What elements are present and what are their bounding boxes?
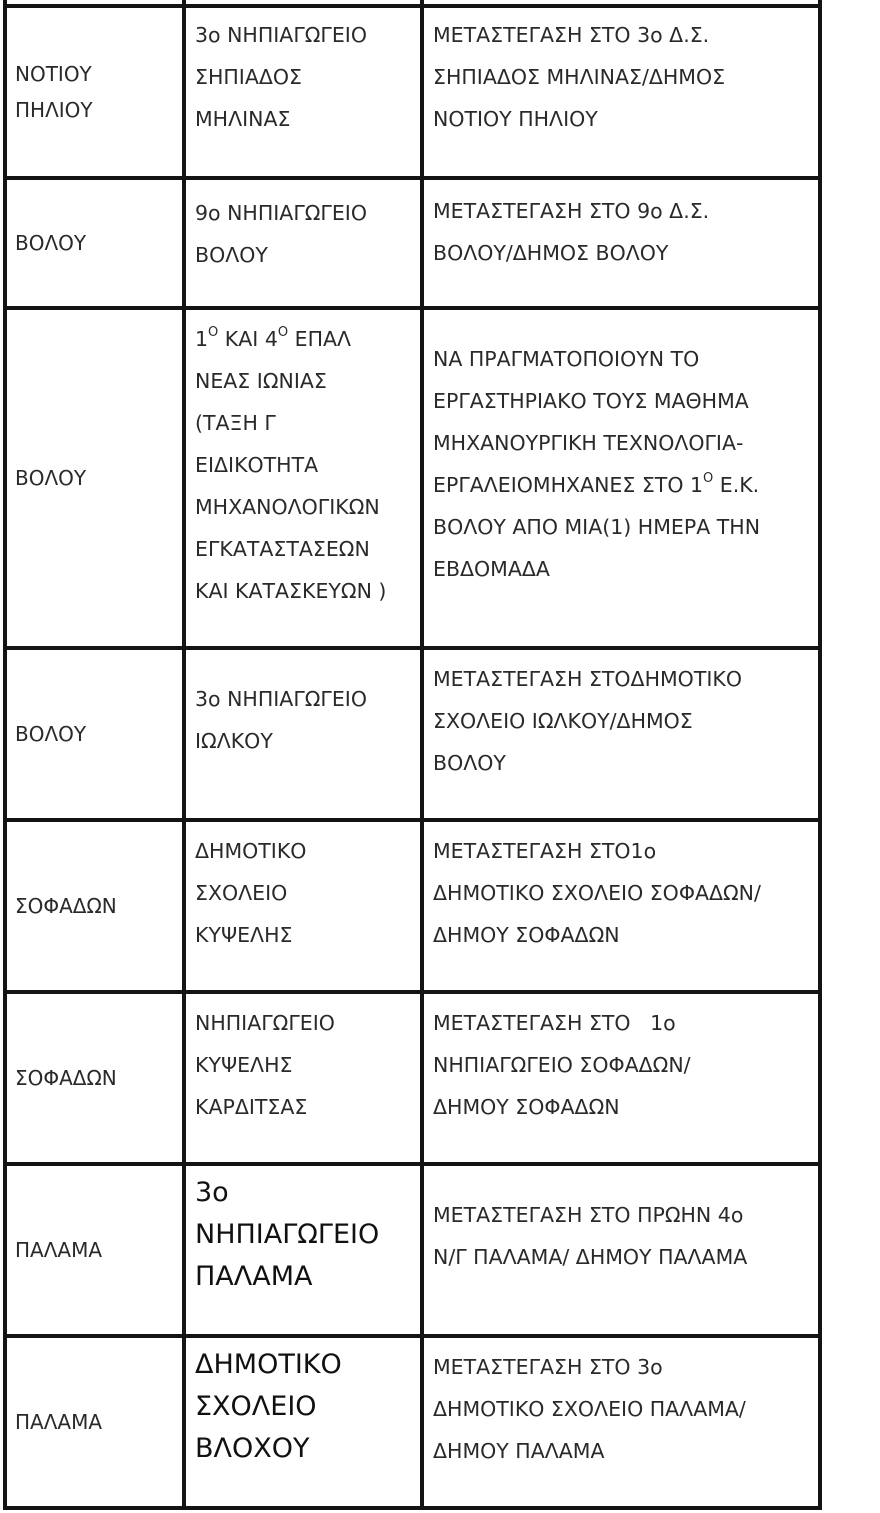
action-cell <box>422 308 820 648</box>
school-cell <box>184 178 422 308</box>
action-line: ΜΕΤΑΣΤΕΓΑΣΗ ΣΤΟ1ο <box>433 839 657 863</box>
region-cell <box>5 648 184 820</box>
action-line: ΔΗΜΟΥ ΣΟΦΑΔΩΝ <box>433 1095 620 1119</box>
table-row <box>5 1164 820 1336</box>
school-text: ΕΠΑΛ <box>288 327 352 351</box>
ordinal-superscript: Ο <box>208 325 219 340</box>
action-line-sup <box>433 464 818 506</box>
action-line: ΜΕΤΑΣΤΕΓΑΣΗ ΣΤΟΔΗΜΟΤΙΚΟ <box>433 667 742 691</box>
region-line: ΒΟΛΟΥ <box>15 231 87 255</box>
school-line: ΚΑΙ ΚΑΤΑΣΚΕΥΩΝ ) <box>195 579 387 603</box>
action-cell <box>422 6 820 178</box>
action-line: ΣΧΟΛΕΙΟ ΙΩΛΚΟΥ/ΔΗΜΟΣ <box>433 709 693 733</box>
school-line: 3ο <box>195 1177 229 1208</box>
region-cell <box>5 178 184 308</box>
action-line: ΔΗΜΟΤΙΚΟ ΣΧΟΛΕΙΟ ΣΟΦΑΔΩΝ/ <box>433 881 761 905</box>
ordinal-superscript: Ο <box>703 471 714 486</box>
region-line: ΠΗΛΙΟΥ <box>15 98 93 122</box>
action-text: ΕΡΓΑΛΕΙΟΜΗΧΑΝΕΣ ΣΤΟ 1 <box>433 473 704 497</box>
action-cell <box>422 1164 820 1336</box>
region-line: ΣΟΦΑΔΩΝ <box>15 894 117 918</box>
school-text: ΚΑΙ 4 <box>218 327 278 351</box>
region-line: ΠΑΛΑΜΑ <box>15 1410 103 1434</box>
action-text: Ε.Κ. <box>713 473 760 497</box>
action-line: ΒΟΛΟΥ ΑΠΟ ΜΙΑ(1) ΗΜΕΡΑ ΤΗΝ <box>433 515 761 539</box>
school-line: ΔΗΜΟΤΙΚΟ <box>195 1349 342 1380</box>
school-line: ΝΕΑΣ ΙΩΝΙΑΣ <box>195 369 327 393</box>
school-line: ΚΑΡΔΙΤΣΑΣ <box>195 1095 308 1119</box>
action-cell <box>422 1336 820 1508</box>
region-line: ΒΟΛΟΥ <box>15 466 87 490</box>
ordinal-superscript: Ο <box>277 325 289 340</box>
school-line: 9ο ΝΗΠΙΑΓΩΓΕΙΟ <box>195 201 367 225</box>
region-cell <box>5 1164 184 1336</box>
table-row <box>5 820 820 992</box>
action-line: ΜΕΤΑΣΤΕΓΑΣΗ ΣΤΟ 3ο Δ.Σ. <box>433 23 710 47</box>
school-line: (ΤΑΞΗ Γ <box>195 411 276 435</box>
action-line: ΕΒΔΟΜΑΔΑ <box>433 557 550 581</box>
school-line: ΝΗΠΙΑΓΩΓΕΙΟ <box>195 1219 380 1250</box>
school-line: ΣΧΟΛΕΙΟ <box>195 1391 317 1422</box>
action-cell <box>422 992 820 1164</box>
action-line: Ν/Γ ΠΑΛΑΜΑ/ ΔΗΜΟΥ ΠΑΛΑΜΑ <box>433 1245 748 1269</box>
school-cell <box>184 1164 422 1336</box>
relocation-table <box>3 0 822 1510</box>
region-cell <box>5 820 184 992</box>
school-line: ΣΧΟΛΕΙΟ <box>195 881 288 905</box>
action-cell <box>422 648 820 820</box>
action-line: ΜΕΤΑΣΤΕΓΑΣΗ ΣΤΟ ΠΡΩΗΝ 4ο <box>433 1203 744 1227</box>
action-line: ΜΗΧΑΝΟΥΡΓΙΚΗ ΤΕΧΝΟΛΟΓΙΑ- <box>433 431 744 455</box>
region-cell <box>5 308 184 648</box>
action-line: ΣΗΠΙΑΔΟΣ ΜΗΛΙΝΑΣ/ΔΗΜΟΣ <box>433 65 726 89</box>
action-line: ΔΗΜΟΤΙΚΟ ΣΧΟΛΕΙΟ ΠΑΛΑΜΑ/ <box>433 1397 746 1421</box>
action-line: ΔΗΜΟΥ ΠΑΛΑΜΑ <box>433 1439 605 1463</box>
school-line: ΠΑΛΑΜΑ <box>195 1261 313 1292</box>
school-cell <box>184 820 422 992</box>
school-line: ΚΥΨΕΛΗΣ <box>195 923 293 947</box>
school-cell <box>184 6 422 178</box>
school-line: 3ο ΝΗΠΙΑΓΩΓΕΙΟ <box>195 687 367 711</box>
school-line: ΜΗΧΑΝΟΛΟΓΙΚΩΝ <box>195 495 380 519</box>
table-row <box>5 308 820 648</box>
school-line: ΔΗΜΟΤΙΚΟ <box>195 839 307 863</box>
school-line: ΜΗΛΙΝΑΣ <box>195 107 291 131</box>
school-line: ΙΩΛΚΟΥ <box>195 729 273 753</box>
action-cell <box>422 178 820 308</box>
ordinal-number: 1 <box>195 327 209 351</box>
school-cell <box>184 992 422 1164</box>
table-row <box>5 992 820 1164</box>
action-line: ΔΗΜΟΥ ΣΟΦΑΔΩΝ <box>433 923 620 947</box>
action-line: ΜΕΤΑΣΤΕΓΑΣΗ ΣΤΟ 1ο <box>433 1011 676 1035</box>
table-row <box>5 178 820 308</box>
school-line: ΕΓΚΑΤΑΣΤΑΣΕΩΝ <box>195 537 370 561</box>
school-line: ΕΙΔΙΚΟΤΗΤΑ <box>195 453 319 477</box>
school-line: ΚΥΨΕΛΗΣ <box>195 1053 293 1077</box>
action-line: ΒΟΛΟΥ <box>433 751 506 775</box>
school-cell <box>184 648 422 820</box>
table-row <box>5 1336 820 1508</box>
action-cell <box>422 820 820 992</box>
school-cell <box>184 308 422 648</box>
region-line: ΠΑΛΑΜΑ <box>15 1238 103 1262</box>
region-cell <box>5 6 184 178</box>
region-line: ΝΟΤΙΟΥ <box>15 62 92 86</box>
region-cell <box>5 992 184 1164</box>
table-row <box>5 648 820 820</box>
school-line-first <box>195 318 420 360</box>
action-line: ΝΑ ΠΡΑΓΜΑΤΟΠΟΙΟΥΝ ΤΟ <box>433 347 700 371</box>
action-line: ΜΕΤΑΣΤΕΓΑΣΗ ΣΤΟ 3ο <box>433 1355 663 1379</box>
action-line: ΝΟΤΙΟΥ ΠΗΛΙΟΥ <box>433 107 598 131</box>
region-line: ΣΟΦΑΔΩΝ <box>15 1066 117 1090</box>
school-cell <box>184 1336 422 1508</box>
region-cell <box>5 1336 184 1508</box>
school-line: ΣΗΠΙΑΔΟΣ <box>195 65 302 89</box>
school-line: 3ο ΝΗΠΙΑΓΩΓΕΙΟ <box>195 23 367 47</box>
school-line: ΒΟΛΟΥ <box>195 243 268 267</box>
action-line: ΒΟΛΟΥ/ΔΗΜΟΣ ΒΟΛΟΥ <box>433 241 669 265</box>
region-line: ΒΟΛΟΥ <box>15 722 87 746</box>
table-row <box>5 6 820 178</box>
action-line: ΕΡΓΑΣΤΗΡΙΑΚΟ ΤΟΥΣ ΜΑΘΗΜΑ <box>433 389 749 413</box>
action-line: ΜΕΤΑΣΤΕΓΑΣΗ ΣΤΟ 9ο Δ.Σ. <box>433 199 710 223</box>
school-line: ΝΗΠΙΑΓΩΓΕΙΟ <box>195 1011 335 1035</box>
action-line: ΝΗΠΙΑΓΩΓΕΙΟ ΣΟΦΑΔΩΝ/ <box>433 1053 691 1077</box>
school-line: ΒΛΟΧΟΥ <box>195 1433 310 1464</box>
